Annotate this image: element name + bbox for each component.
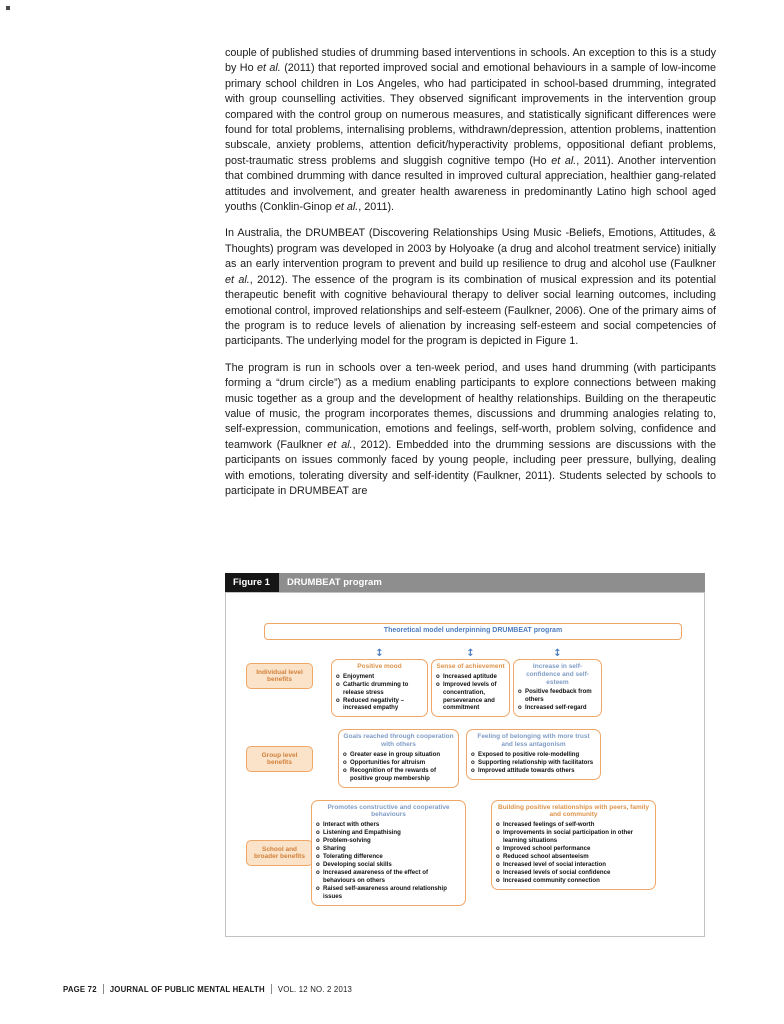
bullet-icon: o (496, 876, 500, 884)
benefit-box-title: Goals reached through cooperation with others (343, 733, 454, 749)
benefit-item (518, 688, 597, 704)
benefit-box (338, 729, 459, 787)
benefit-box-title: Promotes constructive and cooperative behaviours (327, 803, 450, 819)
bullet-icon: o (343, 751, 347, 758)
benefit-item-text: Greater ease in group situation (350, 751, 441, 758)
benefit-item (343, 767, 454, 783)
page-footer (63, 984, 352, 994)
bullet-icon: o (316, 852, 320, 860)
benefit-row (246, 800, 704, 906)
bullet-icon: o (496, 829, 500, 837)
benefit-item-text: Listening and Empathising (323, 829, 401, 837)
bullet-icon: o (436, 680, 440, 688)
benefit-item (471, 767, 596, 775)
benefit-item (496, 853, 651, 861)
benefit-item (316, 869, 461, 885)
benefit-box-group (311, 800, 656, 906)
benefit-item (316, 829, 461, 837)
footer-journal: JOURNAL OF PUBLIC MENTAL HEALTH (109, 984, 265, 994)
bullet-icon: o (343, 758, 347, 766)
bullet-icon: o (336, 696, 340, 704)
bullet-icon: o (496, 852, 500, 860)
benefit-row (246, 659, 704, 717)
bullet-icon: o (316, 860, 320, 868)
benefit-item (496, 845, 651, 853)
article-paragraphs (225, 46, 716, 510)
benefit-box (513, 659, 602, 717)
bullet-icon: o (316, 821, 320, 829)
benefit-item (496, 869, 651, 877)
bullet-icon: o (316, 868, 320, 876)
figure-title: DRUMBEAT program (279, 573, 705, 592)
side-label: Group level benefits (246, 746, 313, 772)
bullet-icon: o (518, 704, 522, 712)
benefit-item-text: Increased feelings of self-worth (503, 821, 595, 829)
side-label: Individual level benefits (246, 663, 313, 689)
benefit-item (316, 853, 461, 861)
benefit-item (316, 885, 461, 901)
benefit-item-text: Increased self-regard (525, 704, 587, 712)
footer-separator (103, 984, 104, 994)
benefit-item (336, 681, 423, 697)
benefit-item (316, 845, 461, 853)
figure-header (225, 573, 705, 592)
benefit-item-text: Supporting relationship with facilitators (478, 758, 594, 766)
benefit-box (466, 729, 601, 779)
benefit-box-title: Building positive relationships with peers, family and community (498, 803, 649, 819)
benefit-item-text: Increased levels of social confidence (503, 868, 611, 876)
bullet-icon: o (496, 845, 500, 853)
benefit-item (316, 837, 461, 845)
paragraph: The program is run in schools over a ten-week period, and uses hand drumming (with participants forming a “drum circle”) as a medium enabling participants to explore connections between making music together as a group and the development of healthy relationships. Building on the therapeutic value of music, the program incorporates themes, discussions and drumming analogies relating to, self-expression, communication, emotions and feelings, self-worth, problem solving, confidence and teamwork (Faulkner et al., 2012). Embedded into the drumming sessions are discussions with the participants on issues commonly faced by young people, including peer pressure, bullying, dealing with emotions, tolerating diversity and self-identity (Faulkner, 2011). Students selected by schools to participate in DRUMBEAT are (225, 361, 716, 497)
bullet-icon: o (496, 868, 500, 876)
page-corner-mark (6, 6, 10, 10)
benefit-box-group (331, 659, 602, 717)
benefit-box-group (338, 729, 601, 787)
benefit-box (311, 800, 466, 906)
benefit-item-text: Increased awareness of the effect of behaviours on others (323, 868, 428, 884)
arrow-row (331, 643, 704, 659)
benefit-item-text: Improved attitude towards others (478, 766, 575, 774)
benefit-box-title: Positive mood (357, 663, 402, 670)
model-box: Theoretical model underpinning DRUMBEAT program (264, 623, 682, 640)
benefit-item-text: Reduced school absenteeism (503, 852, 589, 860)
bullet-icon: o (316, 829, 320, 837)
side-label: School and broader benefits (246, 840, 313, 866)
figure-rows (226, 659, 704, 906)
benefit-box-title: Feeling of belonging with more trust and less antagonism (477, 733, 590, 749)
benefit-item (343, 751, 454, 759)
benefit-item-text: Problem-solving (323, 837, 371, 845)
benefit-item-text: Opportunities for altruism (350, 758, 426, 766)
benefit-item (518, 704, 597, 712)
bullet-icon: o (316, 884, 320, 892)
benefit-item (436, 673, 505, 681)
double-arrow-icon: ↕ (466, 648, 475, 659)
benefit-item (336, 673, 423, 681)
bullet-icon: o (316, 837, 320, 845)
double-arrow-icon: ↕ (553, 648, 562, 659)
benefit-item-text: Increased community connection (503, 876, 600, 884)
benefit-item-text: Recognition of the rewards of positive group membership (350, 766, 436, 782)
benefit-box (431, 659, 510, 717)
bullet-icon: o (336, 672, 340, 680)
bullet-icon: o (496, 821, 500, 829)
benefit-item-text: Increased level of social interaction (503, 860, 606, 868)
benefit-item-text: Interact with others (323, 821, 380, 829)
footer-volume: VOL. 12 NO. 2 2013 (277, 984, 353, 994)
figure-label: Figure 1 (225, 573, 279, 592)
benefit-item-text: Improved levels of concentration, perseverance and commitment (443, 680, 497, 712)
figure-diagram (225, 592, 705, 937)
figure-1 (225, 573, 705, 937)
benefit-item (496, 861, 651, 869)
paragraph: couple of published studies of drumming based interventions in schools. An exception to this is a study by Ho et al. (2011) that reported improved social and emotional behaviours in a sample of low-income primary school children in Los Angeles, who had participated in school-based drumming, integrated with group counselling activities. They observed significant improvements in the intervention group compared with the control group on numerous measures, and statistically significant differences were found for total problems, internalising problems, withdrawn/depression, attention problems, inattention subscale, anxiety problems, attention deficit/hyperactivity problems, oppositional defiant problems, post-traumatic stress problems and sluggish cognitive tempo (Ho et al., 2011). Another intervention that combined drumming with dance resulted in improved cultural appreciation, healthier gang-related attitudes and involvement, and greater health awareness in predominantly Latino high school aged youths (Conklin-Ginop et al., 2011). (225, 47, 716, 214)
benefit-item (471, 759, 596, 767)
bullet-icon: o (436, 672, 440, 680)
bullet-icon: o (471, 766, 475, 774)
benefit-item-text: Enjoyment (343, 672, 375, 680)
bullet-icon: o (518, 688, 522, 696)
benefit-item-text: Improved school performance (503, 845, 591, 853)
bullet-icon: o (471, 758, 475, 766)
bullet-icon: o (343, 766, 347, 774)
benefit-item-text: Increased aptitude (443, 672, 497, 680)
benefit-item (343, 759, 454, 767)
benefit-item (436, 681, 505, 713)
benefit-item (496, 829, 651, 845)
benefit-item-text: Developing social skills (323, 860, 392, 868)
benefit-item-text: Tolerating difference (323, 852, 383, 860)
benefit-item-text: Sharing (323, 845, 346, 853)
bullet-icon: o (336, 680, 340, 688)
benefit-item (316, 861, 461, 869)
benefit-item-text: Raised self-awareness around relationship issues (323, 884, 447, 900)
paragraph: In Australia, the DRUMBEAT (Discovering Relationships Using Music -Beliefs, Emotions, Attitudes, & Thoughts) program was developed in 2003 by Holyoake (a drug and alcohol treatment service) initially as an early intervention program to prevent and build up resilience to drug and alcohol use (Faulkner et al., 2012). The essence of the program is its combination of musical expression and its potential therapeutic benefit with cognitive behavioural therapy to deliver social learning outcomes, including emotional control, improved relationships and self-esteem (Faulkner, 2006). One of the primary aims of the program is to reduce levels of alienation by increasing self-esteem and social competencies of participants. The underlying model for the program is depicted in Figure 1. (225, 227, 716, 348)
benefit-item-text: Exposed to positive role-modelling (478, 751, 580, 758)
double-arrow-icon: ↕ (375, 648, 384, 659)
benefit-item (316, 821, 461, 829)
benefit-item (496, 821, 651, 829)
bullet-icon: o (471, 751, 475, 758)
benefit-item (471, 751, 596, 759)
benefit-row (246, 729, 704, 787)
benefit-item-text: Improvements in social participation in other learning situations (503, 829, 634, 845)
footer-page-number: PAGE 72 (63, 984, 97, 994)
benefit-box (331, 659, 428, 717)
footer-separator (271, 984, 272, 994)
bullet-icon: o (496, 860, 500, 868)
benefit-box-title: Increase in self-confidence and self-esteem (526, 663, 589, 686)
benefit-box (491, 800, 656, 890)
benefit-item-text: Reduced negativity –increased empathy (343, 696, 404, 712)
benefit-item-text: Cathartic drumming to release stress (343, 680, 409, 696)
benefit-item (336, 697, 423, 713)
bullet-icon: o (316, 845, 320, 853)
benefit-item-text: Positive feedback from others (525, 688, 592, 704)
benefit-item (496, 877, 651, 885)
benefit-box-title: Sense of achievement (436, 663, 505, 670)
